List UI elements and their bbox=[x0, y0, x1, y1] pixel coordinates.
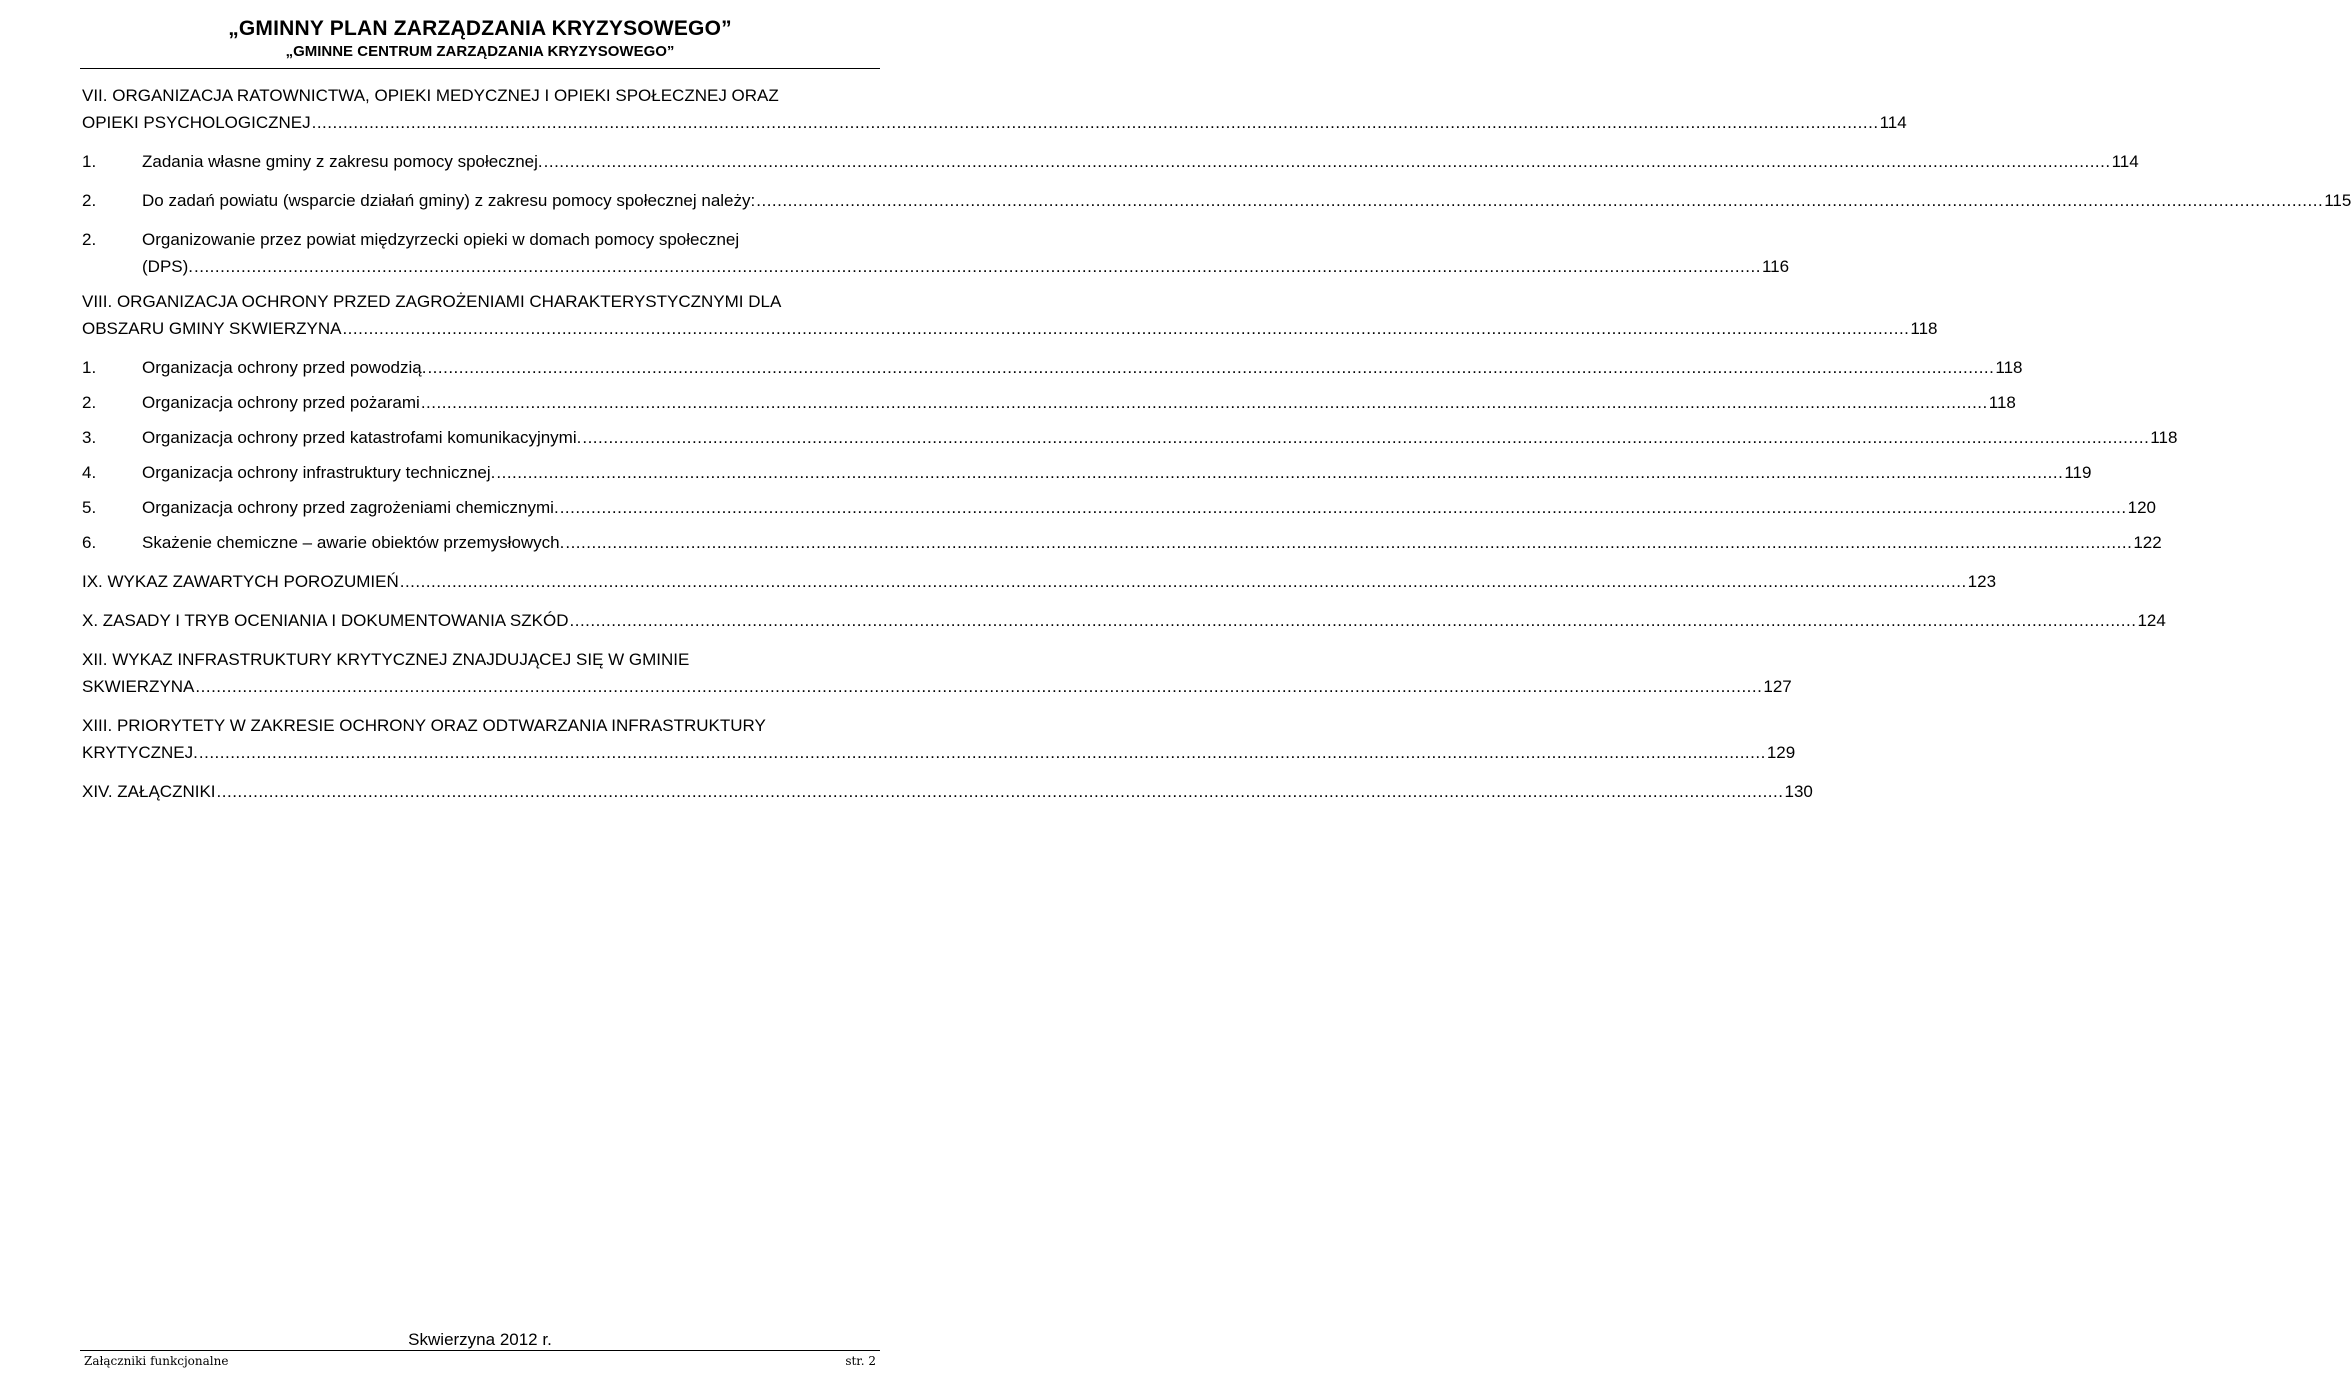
toc-dot-leader: ............................................................................................................................................................................................................................................................................................................ bbox=[311, 113, 1879, 132]
table-of-contents bbox=[82, 82, 2351, 805]
toc-entry-title: OPIEKI PSYCHOLOGICZNEJ bbox=[82, 113, 311, 132]
toc-entry-title: OBSZARU GMINY SKWIERZYNA bbox=[82, 319, 342, 338]
toc-dot-leader: ............................................................................................................................................................................................................................................................................................................ bbox=[399, 572, 1967, 591]
toc-page-number: 124 bbox=[2137, 611, 2166, 630]
toc-entry-title: Organizowanie przez powiat międzyrzecki opieki w domach pomocy społecznej bbox=[142, 230, 740, 249]
toc-line bbox=[82, 494, 2157, 521]
toc-line bbox=[82, 226, 878, 253]
toc-entry-number: 4. bbox=[82, 463, 97, 482]
toc-page-number: 114 bbox=[1879, 113, 1907, 132]
footer-divider bbox=[80, 1350, 880, 1351]
toc-entry[interactable] bbox=[82, 646, 1792, 700]
toc-entry[interactable] bbox=[82, 187, 2351, 214]
toc-dot-leader: ............................................................................................................................................................................................................................................................................................................ bbox=[565, 533, 2133, 552]
toc-entry-title: XII. WYKAZ INFRASTRUKTURY KRYTYCZNEJ ZNAJDUJĄCEJ SIĘ W GMINIE bbox=[82, 650, 690, 669]
toc-entry-title: Organizacja ochrony przed zagrożeniami chemicznymi. bbox=[142, 498, 559, 517]
toc-entry-title: SKWIERZYNA bbox=[82, 677, 195, 696]
toc-dot-leader: ............................................................................................................................................................................................................................................................................................................ bbox=[559, 498, 2127, 517]
toc-dot-leader: ............................................................................................................................................................................................................................................................................................................ bbox=[582, 428, 2150, 447]
toc-line bbox=[82, 109, 1907, 136]
toc-page-number: 118 bbox=[2150, 428, 2178, 447]
header-divider bbox=[80, 68, 880, 69]
document-title: „GMINNY PLAN ZARZĄDZANIA KRYZYSOWEGO” bbox=[228, 17, 732, 40]
toc-entry-number: 5. bbox=[82, 498, 97, 517]
toc-line bbox=[82, 778, 1813, 805]
toc-entry-title: Organizacja ochrony przed katastrofami komunikacyjnymi. bbox=[142, 428, 582, 447]
toc-line bbox=[82, 148, 2139, 175]
toc-dot-leader: ............................................................................................................................................................................................................................................................................................................ bbox=[569, 611, 2137, 630]
toc-entry-title: XIII. PRIORYTETY W ZAKRESIE OCHRONY ORAZ ODTWARZANIA INFRASTRUKTURY bbox=[82, 716, 766, 735]
toc-entry[interactable] bbox=[82, 778, 1813, 805]
toc-line bbox=[82, 529, 2162, 556]
toc-dot-leader: ............................................................................................................................................................................................................................................................................................................ bbox=[543, 152, 2111, 171]
toc-entry-number: 6. bbox=[82, 533, 97, 552]
toc-line bbox=[82, 568, 1997, 595]
toc-page-number: 122 bbox=[2133, 533, 2162, 552]
toc-line bbox=[82, 739, 1796, 766]
toc-dot-leader: ............................................................................................................................................................................................................................................................................................................ bbox=[194, 257, 1761, 276]
toc-line bbox=[82, 459, 2092, 486]
toc-page-number: 119 bbox=[2064, 463, 2092, 482]
toc-page-number: 118 bbox=[1910, 319, 1938, 338]
toc-entry-title: Organizacja ochrony przed powodzią. bbox=[142, 358, 427, 377]
footer-place-year: Skwierzyna 2012 r. bbox=[408, 1330, 552, 1349]
toc-dot-leader: ............................................................................................................................................................................................................................................................................................................ bbox=[198, 743, 1766, 762]
toc-entry[interactable] bbox=[82, 712, 1796, 766]
toc-page-number: 114 bbox=[2111, 152, 2139, 171]
toc-page-number: 129 bbox=[1766, 743, 1796, 762]
toc-line bbox=[82, 354, 2023, 381]
toc-dot-leader: ............................................................................................................................................................................................................................................................................................................ bbox=[420, 393, 1988, 412]
toc-entry[interactable] bbox=[82, 288, 1938, 342]
toc-entry[interactable] bbox=[82, 148, 2139, 175]
toc-line bbox=[82, 187, 2351, 214]
page-header bbox=[0, 16, 960, 62]
toc-entry[interactable] bbox=[82, 459, 2092, 486]
toc-dot-leader: ............................................................................................................................................................................................................................................................................................................ bbox=[756, 191, 2324, 210]
toc-line bbox=[82, 315, 1938, 342]
toc-page-number: 118 bbox=[1988, 393, 2016, 412]
toc-entry-title: X. ZASADY I TRYB OCENIANIA I DOKUMENTOWANIA SZKÓD bbox=[82, 611, 569, 630]
toc-line bbox=[82, 712, 878, 739]
toc-entry-title: Skażenie chemiczne – awarie obiektów przemysłowych. bbox=[142, 533, 565, 552]
toc-page-number: 116 bbox=[1761, 257, 1790, 276]
toc-page-number: 130 bbox=[1784, 782, 1813, 801]
toc-entry-title: Organizacja ochrony przed pożarami bbox=[142, 393, 420, 412]
toc-page-number: 115 bbox=[2324, 191, 2351, 210]
toc-page-number: 120 bbox=[2127, 498, 2157, 517]
toc-entry[interactable] bbox=[82, 529, 2162, 556]
toc-entry[interactable] bbox=[82, 607, 2166, 634]
toc-dot-leader: ............................................................................................................................................................................................................................................................................................................ bbox=[496, 463, 2064, 482]
toc-page-number: 123 bbox=[1967, 572, 1997, 591]
toc-entry-title: Do zadań powiatu (wsparcie działań gminy) z zakresu pomocy społecznej należy: bbox=[142, 191, 756, 210]
toc-entry[interactable] bbox=[82, 354, 2023, 381]
toc-entry-number: 3. bbox=[82, 428, 97, 447]
toc-entry-title: VIII. ORGANIZACJA OCHRONY PRZED ZAGROŻENIAMI CHARAKTERYSTYCZNYMI DLA bbox=[82, 292, 782, 311]
toc-line bbox=[82, 82, 878, 109]
toc-entry-title: VII. ORGANIZACJA RATOWNICTWA, OPIEKI MEDYCZNEJ I OPIEKI SPOŁECZNEJ ORAZ bbox=[82, 86, 779, 105]
toc-entry-title: Zadania własne gminy z zakresu pomocy społecznej. bbox=[142, 152, 543, 171]
toc-page-number: 127 bbox=[1763, 677, 1792, 696]
toc-entry[interactable] bbox=[82, 389, 2016, 416]
toc-entry-title: KRYTYCZNEJ. bbox=[82, 743, 198, 762]
toc-entry-title: Organizacja ochrony infrastruktury technicznej. bbox=[142, 463, 496, 482]
toc-entry-number: 2. bbox=[82, 393, 97, 412]
toc-dot-leader: ............................................................................................................................................................................................................................................................................................................ bbox=[216, 782, 1784, 801]
toc-entry-title: (DPS). bbox=[142, 257, 193, 276]
toc-entry-number: 2. bbox=[82, 230, 97, 249]
toc-line bbox=[82, 424, 2178, 451]
toc-dot-leader: ............................................................................................................................................................................................................................................................................................................ bbox=[195, 677, 1763, 696]
toc-entry-number: 2. bbox=[82, 191, 97, 210]
toc-entry-title: XIV. ZAŁĄCZNIKI bbox=[82, 782, 216, 801]
toc-line bbox=[82, 607, 2166, 634]
toc-line bbox=[82, 253, 1790, 280]
toc-entry-number: 1. bbox=[82, 358, 97, 377]
toc-line bbox=[82, 288, 878, 315]
toc-entry[interactable] bbox=[82, 424, 2178, 451]
toc-dot-leader: ............................................................................................................................................................................................................................................................................................................ bbox=[427, 358, 1995, 377]
toc-line bbox=[82, 673, 1792, 700]
toc-entry[interactable] bbox=[82, 82, 1907, 136]
document-subtitle: „GMINNE CENTRUM ZARZĄDZANIA KRYZYSOWEGO” bbox=[285, 43, 675, 60]
toc-dot-leader: ............................................................................................................................................................................................................................................................................................................ bbox=[342, 319, 1910, 338]
toc-entry[interactable] bbox=[82, 568, 1997, 595]
toc-entry[interactable] bbox=[82, 226, 1790, 280]
toc-line bbox=[82, 646, 878, 673]
toc-page-number: 118 bbox=[1995, 358, 2023, 377]
toc-entry-number: 1. bbox=[82, 152, 97, 171]
toc-entry[interactable] bbox=[82, 494, 2157, 521]
footer-page-number: str. 2 bbox=[845, 1354, 876, 1368]
footer-section-name: Załączniki funkcjonalne bbox=[84, 1354, 229, 1368]
toc-entry-title: IX. WYKAZ ZAWARTYCH POROZUMIEŃ bbox=[82, 572, 399, 591]
toc-line bbox=[82, 389, 2016, 416]
